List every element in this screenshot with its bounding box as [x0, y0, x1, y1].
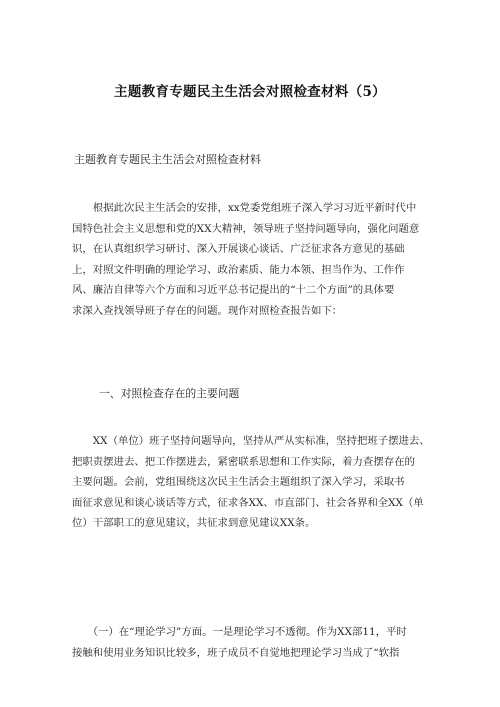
intro-paragraph	[72, 198, 432, 321]
document-subtitle: 主题教育专题民主生活会对照检查材料	[74, 153, 261, 166]
document-title: 主题教育专题民主生活会对照检查材料（5）	[114, 84, 386, 100]
paragraph-line: 求深入查找领导班子存在的问题。现作对照检查报告如下：	[72, 304, 343, 317]
paragraph-line: 风、廉洁自律等六个方面和习近平总书记提出的“十二个方面”的具体要	[72, 284, 395, 296]
problems-paragraph	[72, 431, 432, 534]
paragraph-line: XX（单位）班子坚持问题导向，坚持从严从实标准，坚持把班子摆进去、	[72, 435, 430, 447]
paragraph-line: 把职责摆进去、把工作摆进去，紧密联系思想和工作实际，着力查摆存在的	[72, 455, 415, 468]
paragraph-line: 位）干部职工的意见建议，共征求到意见建议XX条。	[72, 517, 316, 529]
paragraph-line: 面征求意见和谈心谈话等方式，征求各XX、市直部门、社会各界和全XX（单	[72, 496, 424, 509]
paragraph-line: 主要问题。会前，党组围绕这次民主生活会主题组织了深入学习，采取书	[72, 476, 405, 488]
paragraph-line: （一）在“理论学习”方面。一是理论学习不透彻。作为XX部11，平时	[72, 626, 407, 638]
paragraph-line: 上，对照文件明确的理论学习、政治素质、能力本领、担当作为、工作作	[72, 263, 405, 276]
section-heading: 一、对照检查存在的主要问题	[99, 387, 240, 400]
theory-study-paragraph	[72, 622, 432, 663]
paragraph-line: 识，在认真组织学习研讨、深入开展谈心谈话、广泛征求各方意见的基础	[72, 243, 405, 255]
paragraph-line: 国特色社会主义思想和党的XX大精神，领导班子坚持问题导向，强化问题意	[72, 222, 420, 235]
paragraph-line: 接触和使用业务知识比较多，班子成员不自觉地把理论学习当成了“软指	[72, 646, 400, 659]
paragraph-line: 根据此次民主生活会的安排，xx党委党组班子深入学习习近平新时代中	[72, 202, 417, 214]
